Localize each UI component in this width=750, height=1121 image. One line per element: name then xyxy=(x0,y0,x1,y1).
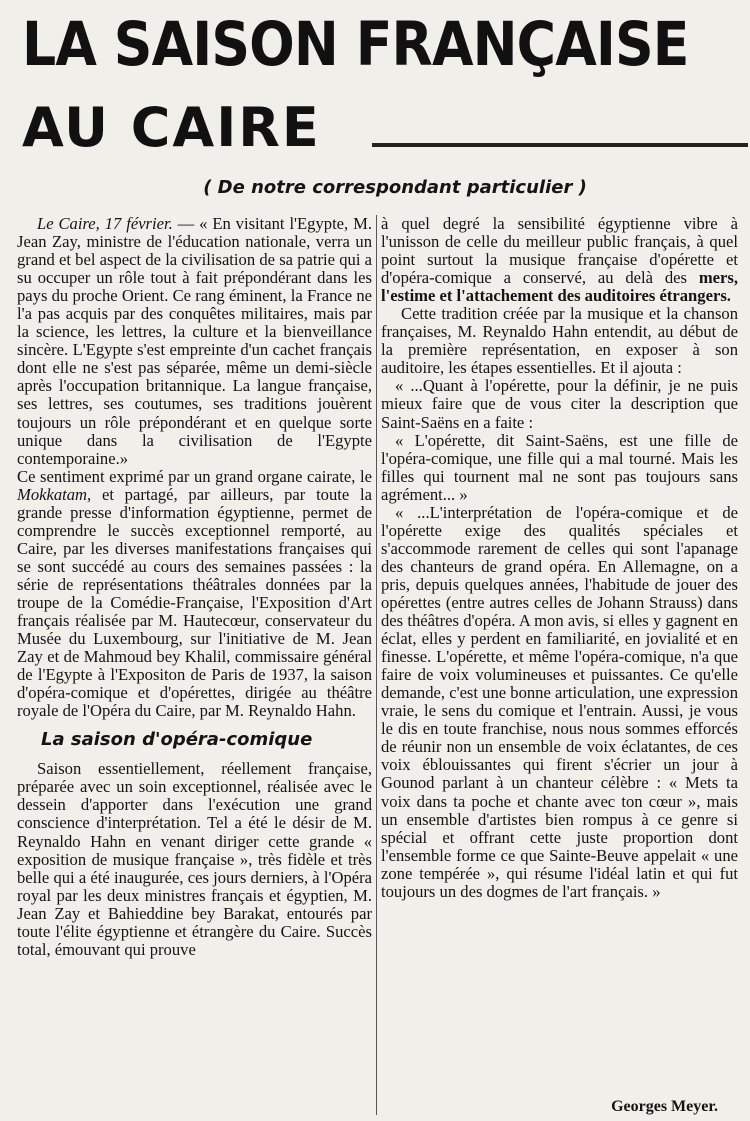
paragraph xyxy=(17,215,372,468)
paragraph-text: Ce sentiment exprimé par un grand organe cairate, le xyxy=(17,466,372,486)
headline-line-1: LA SAISON FRANÇAISE xyxy=(22,9,689,80)
paragraph-bold-text: mers, l'estime et l'attachement des auditoires étrangers. xyxy=(381,268,738,306)
paragraph xyxy=(381,215,738,305)
newspaper-name: Mokkatam, xyxy=(17,484,92,504)
left-column xyxy=(17,215,372,959)
column-divider xyxy=(376,215,377,1115)
paragraph: Cette tradition créée par la musique et la chanson françaises, M. Reynaldo Hahn entendit, au début de la première représentation, en exposer à son auditoire, les étapes essentielles. Et il ajouta : xyxy=(381,304,738,378)
paragraph: Saison essentiellement, réellement française, préparée avec un soin exceptionnel, réalisée avec le dessein d'apporter dans l'exécution une grand conscience d'interprétation. Tel a été le désir de M. Reynaldo Hahn en venant diriger cette grande « exposition de musique française », très fidèle et très belle qui a été inaugurée, ces jours derniers, à l'Opéra royal par les deux ministres français et égyptien, M. Jean Zay et Bahieddine bey Barakat, entourés par toute l'élite égyptienne et étrangère du Caire. Succès total, émouvant qui prouve xyxy=(17,759,372,959)
section-subheading: La saison d'opéra-comique xyxy=(41,729,313,751)
right-column xyxy=(381,215,738,901)
headline-line-2: AU CAIRE xyxy=(22,96,321,159)
quote-paragraph: « L'opérette, dit Saint-Saëns, est une fille de l'opéra-comique, une fille qui a mal tourné. Mais les filles qui tournent mal ne sont pas toujours sans agrément... » xyxy=(381,430,738,504)
paragraph-text: et partagé, par ailleurs, par toute la grande presse d'information égyptienne, permet de comprendre le succès exceptionnel remporté, au Caire, par les diverses manifestations françaises qui se sont succédé au cours des semaines passées : la série de représentations théâtrales données par la troupe de la Comédie-Française, l'Exposition d'Art français réalisée par M. Hautecœur, conservateur du Musée du Luxembourg, sur l'initiative de M. Jean Zay et de Mahmoud bey Khalil, commissaire général de l'Egypte à l'Expositon de Paris de 1937, la saison d'opéra-comique et d'opérettes, dirigée au théâtre royale de l'Opéra du Caire, par M. Reynaldo Hahn. xyxy=(17,484,372,721)
paragraph-text: à quel degré la sensibilité égyptienne vibre à l'unisson de celle du meilleur public français, à quel point surtout la musique française d'opérette et d'opéra-comique a conservé, au delà des xyxy=(381,214,738,288)
quote-paragraph: « ...L'interprétation de l'opéra-comique et de l'opérette exige des qualités spéciales et s'accommode rarement de celles qui sont l'apanage des chanteurs de grand opéra. En Allemagne, on a pris, depuis quelques années, l'habitude de jouer des opérettes (entre autres celles de Johann Strauss) dans des théâtres d'opéra. A mon avis, si elles y gagnent en éclat, elles y perdent en familiarité, en jovialité et en finesse. L'opérette, et même l'opéra-comique, n'a que faire de voix volumineuses et puissantes. Ce qu'elle demande, c'est une bonne articulation, une expression vraie, le sens du comique et l'entrain. Aussi, je vous le dis en toute franchise, nous nous sommes efforcés de réunir non un ensemble de voix éclatantes, de ces voix éblouissantes qui firent s'écrier un jour à Gounod parlant à un chanteur célèbre : « Mets ta voix dans ta poche et chante avec ton cœur », mais un ensemble d'artistes bien rompus à ce genre si spécial et offrant cette juste proportion dont l'ensemble forme ce que Sainte-Beuve appelait « une zone tempérée », qui résume l'idéal latin et qui fut toujours un des dogmes de l'art français. » xyxy=(381,502,738,901)
headline-rule xyxy=(372,143,748,147)
byline: ( De notre correspondant particulier ) xyxy=(203,177,587,198)
paragraph xyxy=(17,468,372,721)
signature: Georges Meyer. xyxy=(611,1098,718,1115)
quote-paragraph: « ...Quant à l'opérette, pour la définir, je ne puis mieux faire que de vous citer la description que Saint-Saëns en a faite : xyxy=(381,376,738,432)
dateline: Le Caire, 17 février. xyxy=(37,214,173,233)
paragraph-text: — « En visitant l'Egypte, M. Jean Zay, ministre de l'éducation nationale, verra un grand et bel aspect de la civilisation de sa patrie qui a su occuper un rôle tout à fait prépondérant dans les pays du proche Orient. Ce rang éminent, la France ne l'a pas acquis par des conquêtes militaires, mais par la science, les lettres, la culture et la bienveillance sincère. L'Egypte s'est empreinte d'un cachet français dont elle ne s'est pas séparée, même un demi-siècle après l'occupation britannique. La langue française, ses lettres, ses coutumes, ses traditions jouèrent toujours un rôle prépondérant et en quelque sorte unique dans la civilisation de l'Egypte contemporaine.» xyxy=(17,214,372,468)
